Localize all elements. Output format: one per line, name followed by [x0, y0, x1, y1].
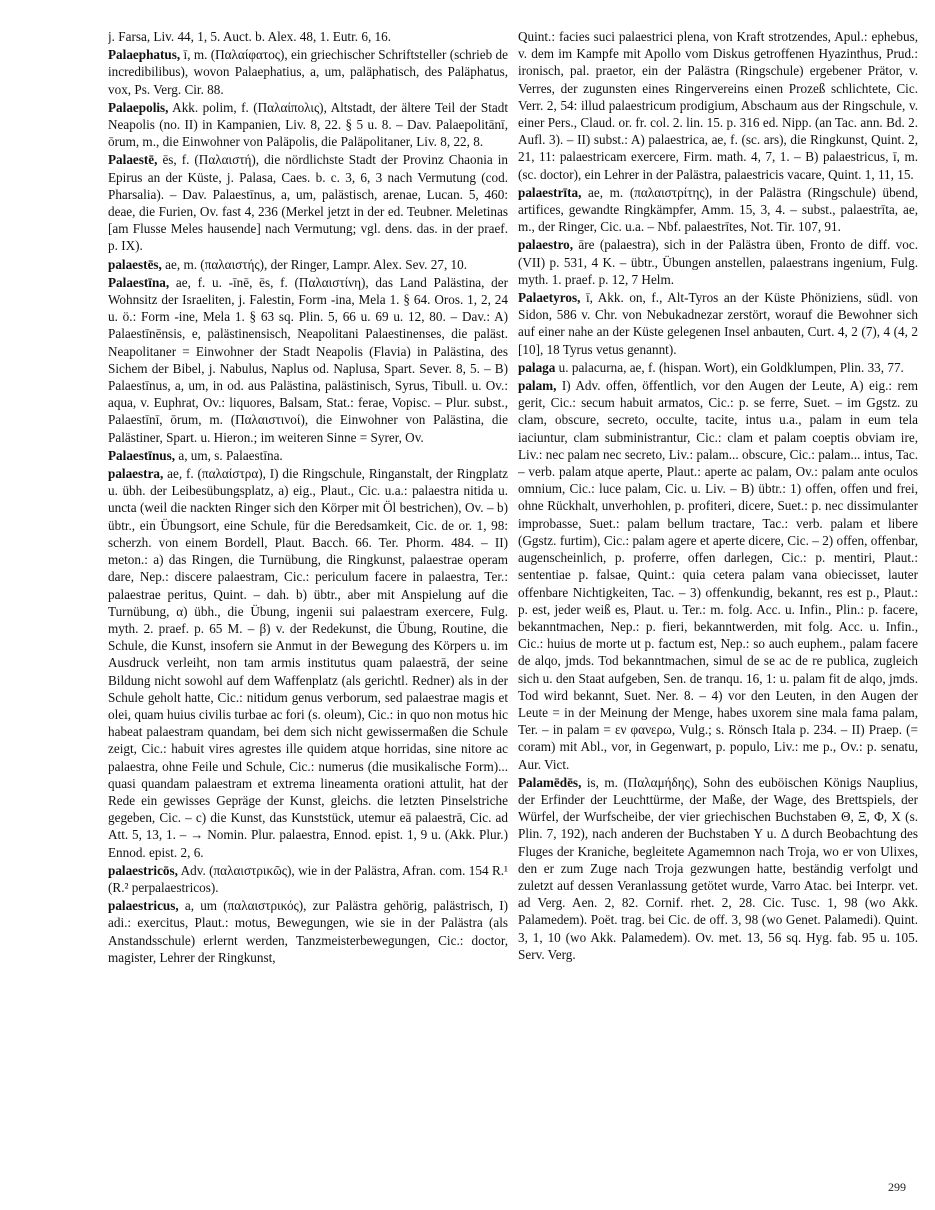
- entry-text: Adv. (παλαιστρικῶς), wie in der Palästra, Afran. com. 154 R.¹ (R.² perpalaestricos).: [108, 862, 508, 895]
- dictionary-entry: [108, 99, 508, 151]
- entry-headword: palaestēs,: [108, 256, 162, 272]
- entry-headword: Palaestē,: [108, 152, 158, 168]
- dictionary-entry: [518, 28, 918, 183]
- dictionary-entry: [108, 151, 508, 254]
- entry-text: a, um, s. Palaestīna.: [175, 447, 283, 463]
- entry-headword: Palaestīna,: [108, 274, 170, 290]
- entry-text: Quint.: facies suci palaestrici plena, von Kraft strotzendes, Apul.: ephebus, v. dem im Kampfe mit Apollo vom Diskus getroffenen Hyazinthus, Prud.: ironisch, pal. praetor, ein der Palästra (Ringschule) ergebener Prätor, v. Verres, der zugunsten eines Ringervereins einen Prozeß schlichtete, Cic. Verr. 2, 54: illud palaestricum prodigium, Abschaum aus der Ringschule, v. einer Pers., Claud. or. fr. col. 2. lin. 15. p. 316 ed. Nipp. (an Tac. ann. Bd. 2. Aufl. 3). – II) subst.: A) palaestrica, ae, f. (sc. ars), die Ringkunst, Quint. 2, 21, 11: palaestricam exercere, Firm. math. 4, 7, 1. – B) palaestricus, ī, m. (sc. doctor), ein Lehrer in der Palästra, palaestricis vacare, Quint. 1, 11, 15.: [518, 29, 918, 182]
- entry-headword: Palaestīnus,: [108, 447, 176, 463]
- entry-text: u. palacurna, ae, f. (hispan. Wort), ein Goldklumpen, Plin. 33, 77.: [555, 359, 904, 375]
- entry-text: j. Farsa, Liv. 44, 1, 5. Auct. b. Alex. 48, 1. Eutr. 6, 16.: [108, 29, 392, 44]
- dictionary-entry: [108, 274, 508, 446]
- entry-text: Akk. polim, f. (Παλαίπολις), Altstadt, der ältere Teil der Stadt Neapolis (no. II) in Kampanien, Liv. 8, 22. § 5 u. 8. – Dav. Palaepolitānī, ōrum, m., die Einwohner von Paläpolis, die Paläpolitaner, Liv. 8, 22, 8.: [108, 99, 508, 150]
- dictionary-entry: [518, 774, 918, 963]
- entry-text: āre (palaestra), sich in der Palästra üben, Fronto de diff. voc. (VII) p. 531, 4 K. – übtr., Übungen anstellen, palaestrans ingenium, Fulg. myth. 1. praef. p. 12, 7 Helm.: [518, 237, 918, 287]
- entry-text: ae, m. (παλαιστρίτης), in der Palästra (Ringschule) übend, artifices, gewandte Ringkämpfer, Amm. 15, 3, 4. – subst., palaestrīta, ae, m., der Ringer, Cic. u.a. – Nbf. palaestrītes, Not. Tir. 107, 91.: [518, 184, 918, 235]
- entry-headword: palam,: [518, 378, 557, 394]
- entry-headword: palaga: [518, 359, 556, 375]
- entry-text: I) Adv. offen, öffentlich, vor den Augen der Leute, A) eig.: rem gerit, Cic.: secum habuit armatos, Cic.: p. se ferre, Suet. – im Ggstz. zu clam, obscure, secreto, occulte, tacite, intus u.a., palam in eum tela iaciuntur, clam subministrantur, Cic.: clam et palam coeptis obviam ire, Liv.: nec palam nec secreto, Liv.: palam... obscure, Cic.: palam... intus, Tac. – verb. palam atque aperte, Plaut.: aperte ac palam, Ov.: palam ante oculos omnium, Cic.: luce palam, Cic. u. Liv. – B) übtr.: 1) offen, offen und frei, ohne Rückhalt, unverhohlen, p. profiteri, dicere, Suet.: p. nec dissimulanter improbasse, Suet.: palam bellum tractare, Tac.: verb. palam et libere (Ggstz. furtim), Cic.: palam agere et aperte dicere, Cic. – 2) offen, offenbar, augenscheinlich, p. proferre, offen darlegen, Cic.: p. mentiri, Plaut.: sententiae p. falsae, Quint.: quia cetera palam vana obiecisset, lauter offenbare Nichtigkeiten, Tac. – 3) offenkundig, bekannt, res est p., Plaut.: p. est, jeder weiß es, Plaut. u. Ter.: m. folg. Acc. u. Infin., Plin.: p. facere, bekanntmachen, Nep.: p. fieri, bekanntwerden, mit folg. Acc. u. Infin., Cic.: huius de morte ut p. factum est, Nep.: so auch euphem., palam facere de alqo, jmds. Tod bekanntmachen, simul de se ac de re publica, zugleich sich u. den Staat aufgeben, Sen. de tranqu. 16, 1: u. palam fit de alqo, jmds. Tod wird bekannt, Suet. Ner. 8. – 4) vor den Leuten, in den Augen der Leute = in der Meinung der Menge, habes uxorem sine mala fama palam, Ter. – in palam = εν φανερω, Vulg.; s. Rönsch Itala p. 234. – II) Praep. (= coram) mit Abl., vor, in Gegenwart, p. populo, Liv.: me p., Ov.: p. senatu, Aur. Vict.: [518, 378, 918, 772]
- dictionary-entry: [108, 897, 508, 966]
- dictionary-entry: [108, 465, 508, 861]
- entry-headword: Palamēdēs,: [518, 774, 582, 790]
- entry-text: ī, Akk. on, f., Alt-Tyros an der Küste Phöniziens, südl. von Sidon, 586 v. Chr. von Nebukadnezar zerstört, worauf die Bewohner sich auf einer nahe an der Küste gelegenen Insel anbauten, Curt. 4, 2 (7), 4 (4, 2 [10], 18 Tyrus vetus genannt).: [518, 290, 918, 357]
- entry-headword: palaestra,: [108, 466, 164, 482]
- entry-text: ae, f. (παλαίστρα), I) die Ringschule, Ringanstalt, der Ringplatz u. übh. der Leibesübungsplatz, a) eig., Plaut., Cic. u.a.: palaestra nitida u. uncta (weil die nackten Ringer sich den Körper mit Öl bestrichen), Ov. – b) übtr., ein Übungsort, eine Schule, für die Beredsamkeit, Cic. de or. 1, 98: scherzh. von einem Bordell, Plaut. Bacch. 66. Ter. Phorm. 484. – II) meton.: a) das Ringen, die Turnübung, die Ringkunst, palaestrae operam dare, Nep.: discere palaestram, Cic.: periculum facere in palaestra, Ter.: palaestrae peritus, Quint. – dah. b) übtr., aber mit Anspielung auf die Turnübung, α) übh., die Übung, ingenii sui palaestram exercere, Fulg. myth. 2. praef. p. 65 M. – β) v. der Redekunst, die Übung, Routine, die Schule, die Kunst, insofern sie Anmut in der Bewegung des Körpers u. im Ausdruck verleiht, non tam armis institutus quam palaestrā, der seine Bildung nicht sowohl auf dem Waffenplatz (als gerichtl. Redner) als in der Schule geholt hatte, Cic.: nitidum genus verborum, sed palaestrae magis et olei, quam huius civilis turbae ac fori (s. oleum), Cic.: in quo non motus hic habeat palaestram quandam, bei dem sich nicht gewissermaßen die Schule zeigt, Cic.: habuit vires agrestes ille quidem atque horridas, sine nitore ac palaestra, ohne Feile und Schule, Cic.: numerus (die musikalische Form)... quasi quandam palaestram et extrema lineamenta orationi attulit, hat der Rede ein gewisses Gepräge der Kunst, gleichs. die letzten Pinselstriche gegeben, Cic. – c) die Kunst, das Kunststück, utemur eā palaestrā, Cic. ad Att. 5, 13, 1. – → Nomin. Plur. palaestra, Ennod. epist. 1, 9 u. (Akk. Plur.) Ennod. epist. 2, 6.: [108, 466, 508, 860]
- entry-headword: Palaepolis,: [108, 99, 169, 115]
- dictionary-entry: [518, 184, 918, 236]
- page-number: 299: [888, 1180, 906, 1194]
- dictionary-entry: [518, 359, 918, 376]
- entry-headword: palaestricōs,: [108, 862, 178, 878]
- dictionary-entry: [518, 236, 918, 288]
- entry-text: ēs, f. (Παλαιστή), die nördlichste Stadt der Provinz Chaonia in Epirus an der Küste, j. Palasa, Caes. b. c. 3, 6, 3 nach Vermutung (cod. Pharsalia). – Dav. Palaestīnus, a, um, palästisch, arenae, Lucan. 5, 460: deae, die Furien, Ov. fast 4, 236 (Merkel jetzt in der ed. Teubner. Meletinas [am Flusse Meles hausende] nach Vermutung; vgl. dens. das. in der praef. p. IX).: [108, 152, 508, 254]
- entry-text: is, m. (Παλαμήδης), Sohn des euböischen Königs Nauplius, der Erfinder der Leuchttürme, der Maße, der Wage, des Brettspiels, der Würfel, der Wurfscheibe, der vier griechischen Buchstaben Θ, Ξ, Φ, Χ (s. Plin. 7, 192), nach anderen der Buchstaben Υ u. Δ durch Beobachtung des Fluges der Kraniche, begleitete Agamemnon nach Troja, wo er von Ulixes, den er zum Zuge nach Troja gezwungen hatte, beständig verfolgt und zuletzt auf dessen Veranlassung getötet wurde, Varro Atac. bei Interpr. vet. ad Verg. Aen. 2, 82. Cornif. rhet. 2, 28. Cic. Tusc. 1, 98 (wo Akk. Palamedem). Poët. trag. bei Cic. de off. 3, 98 (wo Genet. Palamedi). Quint. 3, 1, 10 (wo Akk. Palamedem). Ov. met. 13, 56 sq. Hyg. fab. 95 u. 105. Serv. Verg.: [518, 774, 918, 962]
- entry-headword: palaestrīta,: [518, 184, 582, 200]
- entry-headword: palaestro,: [518, 237, 574, 253]
- entry-headword: Palaephatus,: [108, 47, 181, 63]
- left-column: [108, 28, 508, 1178]
- dictionary-entry: [518, 377, 918, 773]
- entry-text: ae, m. (παλαιστής), der Ringer, Lampr. Alex. Sev. 27, 10.: [161, 256, 468, 272]
- dictionary-entry: [108, 46, 508, 98]
- entry-headword: Palaetyros,: [518, 290, 581, 306]
- dictionary-entry: [108, 447, 508, 464]
- entry-text: ae, f. u. -īnē, ēs, f. (Παλαιστίνη), das Land Palästina, der Wohnsitz der Israeliten, j. Falestin, Form -ina, Mela 1. § 64. Oros. 1, 2, 24 u. ö.: Form -ine, Mela 1. § 63 sq. Plin. 5, 66 u. 69 u. 12, 80. – Dav.: A) Palaestīnēnsis, e, palästinensisch, Neapolitani Palaestinenses, die paläst. Neapolitaner = Einwohner der Stadt Neapolis (Flavia) in Palästina, des Sichem der Bibel, j. Nabulus, Naplus od. Naplusa, Spart. Sever. 8, 5. – B) Palaestīnus, a, um, in od. aus Palästina, palästinisch, Syrus, Tibull. u. Ov.: aqua, v. Euphrat, Ov.: liquores, Balsam, Stat.: ferae, Vopisc. – Plur. subst., Palaestīnī, ōrum, m. (Παλαιστινοί), die Einwohner von Palästina, die Palästiner, Spart. u. Hieron.; im weiteren Sinne = Syrer, Ov.: [108, 274, 508, 445]
- entry-text: a, um (παλαιστρικός), zur Palästra gehörig, palästrisch, I) adi.: exercitus, Plaut.: motus, Bewegungen, wie sie in der Palästra (als Anstandsschule) erlernt werden, Tanzmeisterbewegungen, Cic.: doctor, magister, Lehrer der Ringkunst,: [108, 898, 508, 965]
- dictionary-entry: [108, 256, 508, 273]
- dictionary-entry: [108, 862, 508, 896]
- entry-headword: palaestricus,: [108, 898, 179, 914]
- dictionary-entry: [518, 289, 918, 358]
- right-column: [518, 28, 918, 1178]
- dictionary-entry: [108, 28, 508, 45]
- entry-text: ī, m. (Παλαίφατος), ein griechischer Schriftsteller (schrieb de incredibilibus), wovon Palaephatius, a, um, paläphatisch, des Paläphatus, vox, Ps. Verg. Cir. 88.: [108, 47, 508, 97]
